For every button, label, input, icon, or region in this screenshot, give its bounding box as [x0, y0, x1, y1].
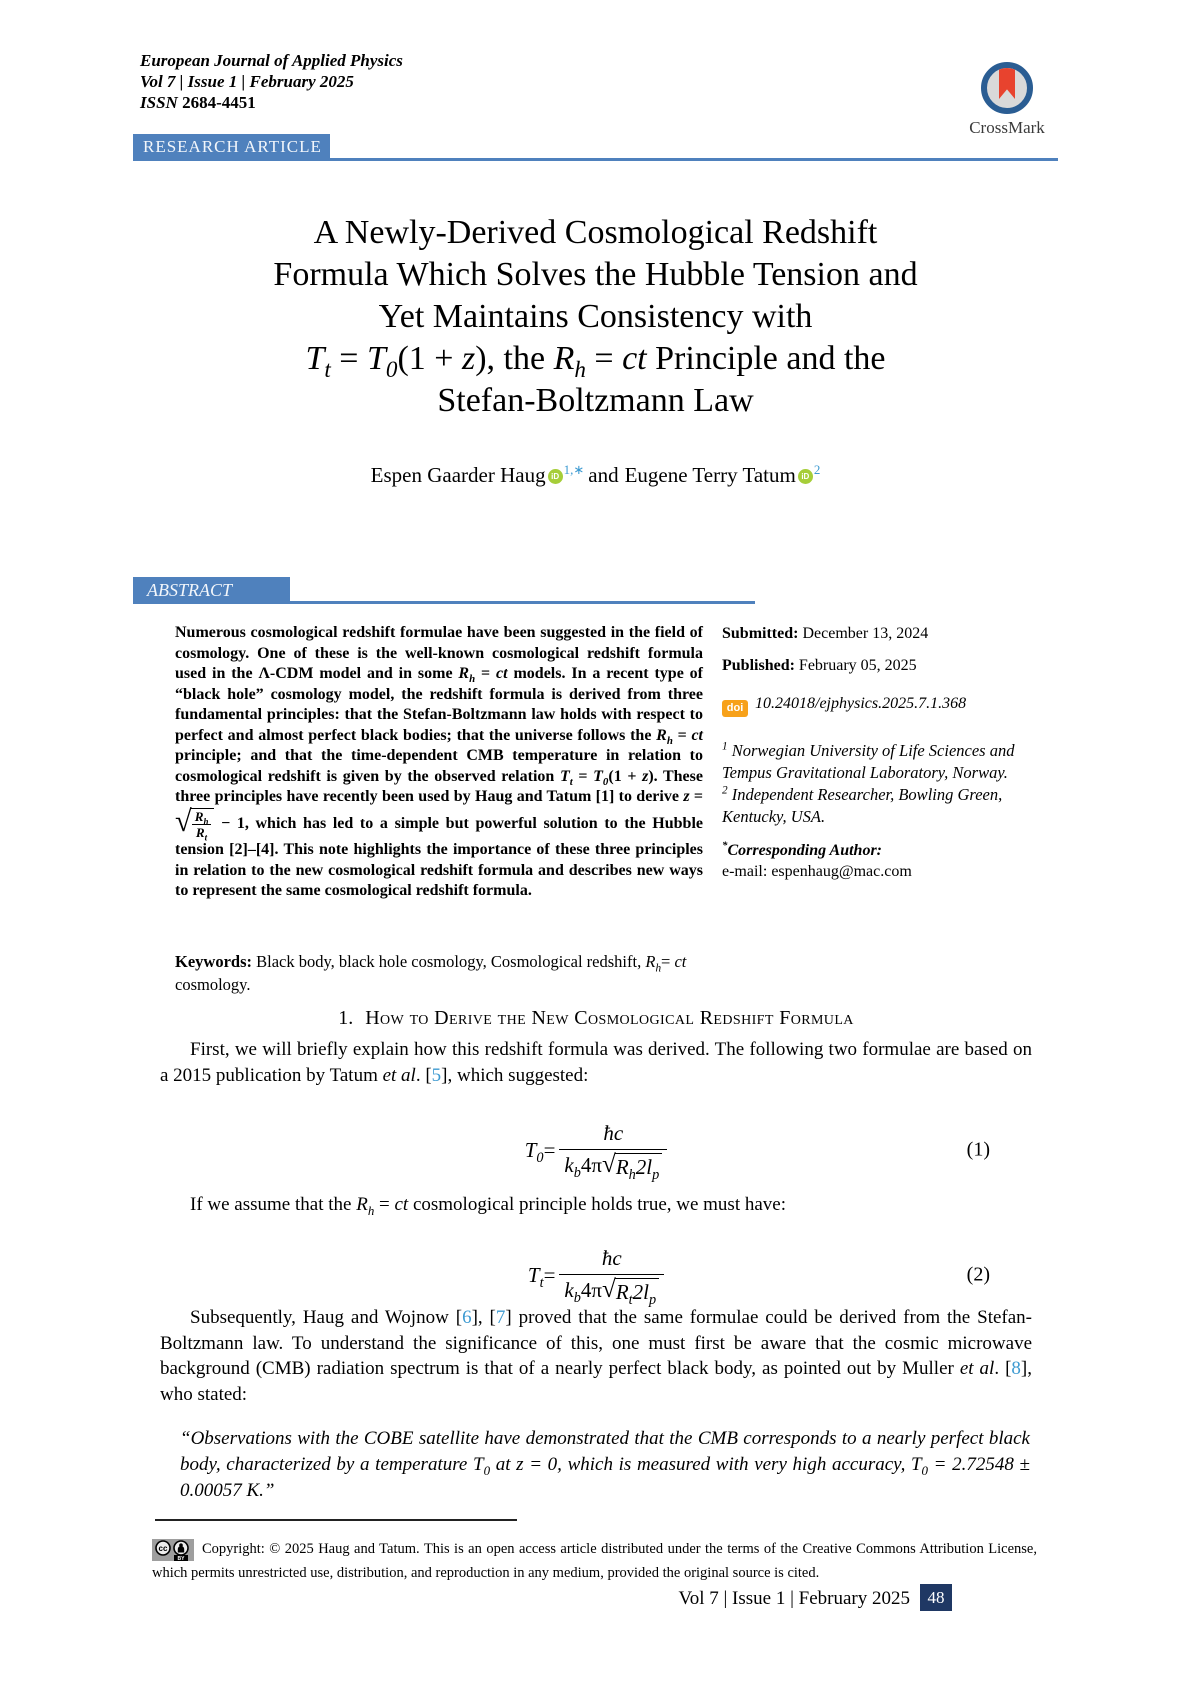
author-2-name: Eugene Terry Tatum — [624, 463, 796, 487]
page-number-badge: 48 — [920, 1584, 952, 1611]
submitted-row — [722, 625, 928, 643]
svg-text:cc: cc — [158, 1544, 168, 1553]
article-title — [80, 212, 1111, 422]
copyright-block — [152, 1537, 1037, 1585]
paragraph-3: Subsequently, Haug and Wojnow [6], [7] proved that the same formulae could be derived from the Stefan-Boltzmann law. To understand the significance of this, one must first be aware that the cosmic microwave background (CMB) radiation spectrum is that of a nearly perfect black body, as pointed out by Muller et al. [8], who stated: — [160, 1307, 1033, 1405]
published-label: Published: — [722, 657, 795, 674]
equation-1-numerator: ħc — [603, 1120, 624, 1145]
title-line-1: A Newly-Derived Cosmological Redshift — [313, 214, 878, 251]
footnote-rule — [155, 1519, 517, 1521]
equation-1-lhs: $T_0$ = — [524, 1137, 556, 1166]
journal-issn: ISSN 2684-4451 — [140, 93, 256, 112]
orcid-icon[interactable]: iD — [798, 469, 813, 484]
equation-1-fraction — [559, 1120, 667, 1183]
journal-volume-line: Vol 7 | Issue 1 | February 2025 — [140, 72, 354, 91]
title-line-3: Yet Maintains Consistency with — [378, 298, 813, 335]
equation-2-fraction — [559, 1245, 664, 1308]
title-line-2: Formula Which Solves the Hubble Tension and — [273, 256, 918, 293]
equation-2-denominator: $k_b$ 4π √ $R_t2l_p$ — [559, 1274, 664, 1305]
published-row — [722, 657, 917, 675]
crossmark-label: CrossMark — [969, 118, 1045, 137]
crossmark-logo[interactable] — [953, 62, 1061, 138]
research-article-badge: RESEARCH ARTICLE — [133, 134, 330, 160]
title-line-4: $T_t = T_0(1 + z)$, the $R_h$ = ct Principle and the — [305, 340, 886, 383]
corresponding-author-label: *Corresponding Author: — [722, 839, 883, 859]
doi-value[interactable]: 10.24018/ejphysics.2025.7.1.368 — [755, 695, 967, 712]
crossmark-ribbon-icon — [999, 67, 1015, 99]
cc-by-icon[interactable] — [152, 1539, 194, 1561]
authors-line — [80, 462, 1111, 488]
equation-2-lhs: $T_t$ = — [527, 1262, 556, 1291]
paragraph-2: If we assume that the $R_h$ = ct cosmological principle holds true, we must have: — [190, 1194, 787, 1218]
title-line-5: Stefan-Boltzmann Law — [437, 382, 754, 419]
footer-volume: Vol 7 | Issue 1 | February 2025 — [678, 1588, 910, 1609]
authors-separator: and — [588, 463, 619, 487]
equation-2-number: (2) — [966, 1263, 990, 1286]
crossmark-icon[interactable] — [981, 62, 1033, 114]
equation-2-numerator: ħc — [601, 1245, 622, 1270]
svg-text:BY: BY — [177, 1556, 185, 1561]
abstract-heading: ABSTRACT — [133, 577, 290, 604]
abstract-text: Numerous cosmological redshift formulae have been suggested in the field of cosmology. One of these is the well-known cosmological redshift formula used in the Λ-CDM model and in some $R_h$ = ct models. In a recent type of “black hole” cosmology model, the redshift formula is derived from three fundamental principles: that the Stefan-Boltzmann law holds with respect to perfect and almost perfect black bodies; that the universe follows the $R_h$ = ct principle; and that the time-dependent CMB temperature in relation to cosmological redshift is given by the observed relation $T_t = T_0(1 + z)$. These three principles have recently been used by Haug and Tatum [1] to derive z = √ $\frac{R_h}{R_t}$ − 1, which has led to a simple but powerful solution to the Hubble tension [2]–[4]. This note highlights the importance of these three principles in relation to the new cosmological redshift formula and describes new ways to represent the same cosmological redshift formula. — [175, 624, 704, 900]
keywords: Keywords: Black body, black hole cosmology, Cosmological redshift, $R_h=$ ct cosmology. — [175, 952, 687, 994]
paragraph-1: First, we will briefly explain how this redshift formula was derived. The following two formulae are based on a 2015 publication by Tatum et al. [5], which suggested: — [160, 1039, 1032, 1086]
doi-row — [722, 695, 966, 717]
submitted-label: Submitted: — [722, 625, 799, 642]
author-1-affiliation-mark: 1,∗ — [563, 462, 585, 477]
orcid-icon[interactable]: iD — [548, 469, 563, 484]
block-quote: “Observations with the COBE satellite have demonstrated that the CMB corresponds to a nearly perfect black body, characterized by a temperature $T_0$ at z = 0, which is measured with very high accuracy, $T_0 = 2.72548 \pm 0.00057$ K.” — [180, 1428, 1030, 1501]
journal-name: European Journal of Applied Physics — [140, 51, 403, 70]
author-1-name: Espen Gaarder Haug — [370, 463, 546, 487]
author-2-affiliation-mark: 2 — [813, 462, 821, 477]
section-title: How to Derive the New Cosmological Redshift Formula — [365, 1007, 854, 1029]
equation-1 — [160, 1108, 1032, 1192]
copyright-text: Copyright: © 2025 Haug and Tatum. This is an open access article distributed under the terms of the Creative Commons Attribution License, which permits unrestricted use, distribution, and reproduction in any medium, provided the original source is cited. — [152, 1541, 1037, 1581]
section-1-heading — [160, 1007, 1032, 1030]
journal-info — [140, 50, 403, 113]
published-date: February 05, 2025 — [794, 657, 917, 674]
affiliation-1: $^1$ Norwegian University of Life Sciences and Tempus Gravitational Laboratory, Norway. — [722, 740, 1015, 782]
doi-icon[interactable]: doi — [722, 700, 748, 717]
corresponding-author-email[interactable]: e-mail: espenhaug@mac.com — [722, 863, 912, 880]
section-number: 1. — [338, 1007, 354, 1029]
affiliation-2: $^2$ Independent Researcher, Bowling Green, Kentucky, USA. — [722, 784, 1003, 826]
submitted-date: December 13, 2024 — [798, 625, 929, 642]
equation-1-denominator: $k_b$ 4π √ $R_h2l_p$ — [559, 1149, 667, 1180]
equation-1-number: (1) — [966, 1138, 990, 1161]
